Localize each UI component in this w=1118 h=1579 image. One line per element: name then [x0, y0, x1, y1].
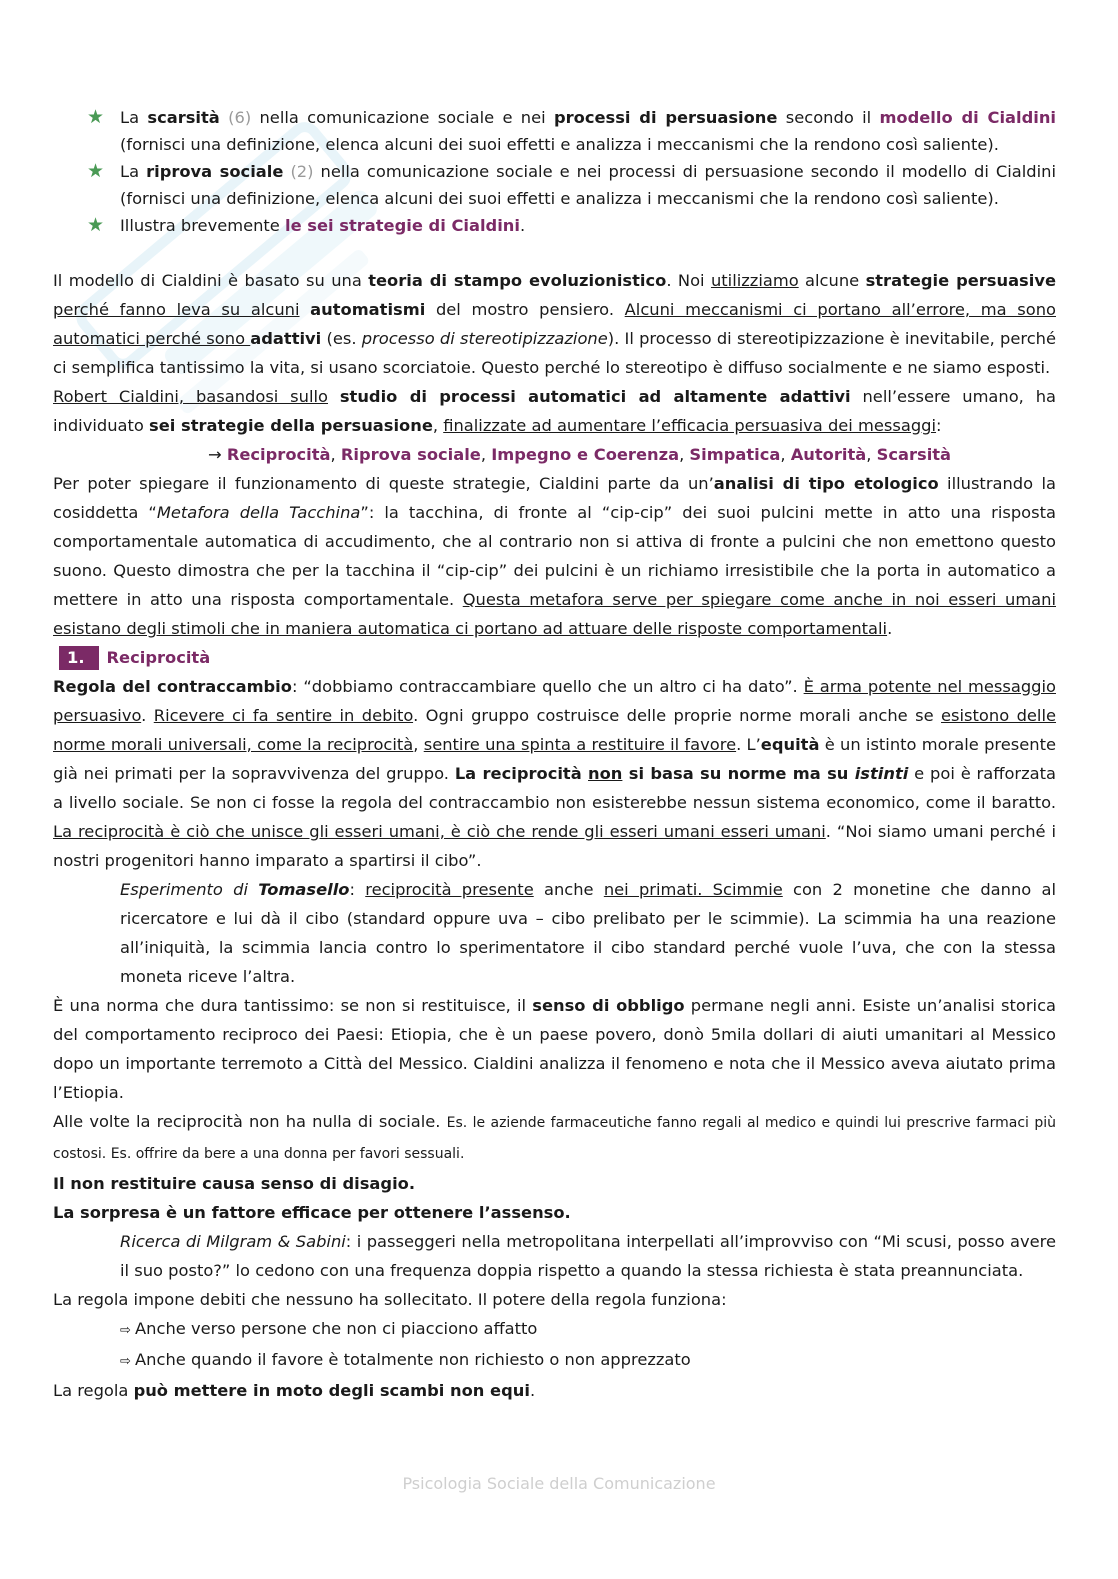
volte-paragraph: [53, 1107, 1056, 1169]
arrow-list-item: [53, 1345, 1056, 1376]
text-run: .: [529, 1381, 536, 1400]
text-run: È arma potente nel messaggio persuasivo: [53, 677, 1056, 725]
text-run: Reciprocità: [226, 445, 331, 464]
text-run: scarsità: [147, 108, 220, 127]
norma-paragraph: [53, 991, 1056, 1107]
text-run: Robert Cialdini, basandosi sullo: [53, 387, 328, 406]
text-run: ). Il processo di stereotipizzazione è inevitabile, perché ci semplifica tantissimo la vita, si usano scorciatoie. Questo perché lo stereotipo è diffuso socialmente e ne siamo esposti.: [53, 329, 1056, 377]
hollow-arrow-icon: ⇨: [120, 1354, 136, 1369]
text-run: nella comunicazione sociale e nei processi di persuasione secondo il modello di Cialdini (fornisci una definizione, elenca alcuni dei suoi effetti e analizza i meccanismi che la rendono così saliente).: [120, 162, 1056, 208]
text-run: può mettere in moto degli scambi non equi: [133, 1381, 530, 1400]
text-run: (2): [290, 162, 314, 181]
text-run: permane negli anni. Esiste un’analisi storica del comportamento reciproco dei Paesi: Etiopia, che è un paese povero, donò 5mila dollari di aiuti umanitari al Messico dopo un importante terremoto a Città del Messico. Cialdini analizza il fenomeno e nota che il Messico aveva aiutato prima l’Etiopia.: [53, 996, 1056, 1102]
text-run: Illustra brevemente: [120, 216, 285, 235]
text-run: .: [887, 619, 893, 638]
text-run: equità: [760, 735, 820, 754]
text-run: Es. le aziende farmaceutiche fanno regali al medico e quindi lui prescrive farmaci più costosi. Es. offrire da bere a una donna per favori sessuali.: [53, 1115, 1056, 1162]
regola-impone-line: La regola impone debiti che nessuno ha sollecitato. Il potere della regola funziona:: [53, 1290, 727, 1309]
text-run: Simpatica: [689, 445, 781, 464]
regola-paragraph: [53, 672, 1056, 875]
text-run: utilizziamo: [710, 271, 799, 290]
text-run: ,: [432, 416, 444, 435]
text-run: studio di processi automatici ad altamente adattivi: [339, 387, 851, 406]
text-run: La regola: [53, 1381, 134, 1400]
text-run: ”: la tacchina, di fronte al “cip-cip” dei suoi pulcini mette in atto una risposta comportamentale automatica di accudimento, che al contrario non si attiva di fronte a pulcini che non emettono questo suono. Questo dimostra che per la tacchina il “cip-cip” dei pulcini è un richiamo irresistibile che la porta in automatico a mettere in atto una risposta comportamentale.: [53, 503, 1056, 609]
text-run: modello di Cialdini: [879, 108, 1056, 127]
text-run: Impegno e Coerenza: [491, 445, 680, 464]
text-run: finalizzate ad aumentare l’efficacia persuasiva dei messaggi: [443, 416, 937, 435]
arrow-item-text: Anche verso persone che non ci piacciono affatto: [135, 1319, 538, 1338]
text-run: processi di persuasione: [553, 108, 778, 127]
document-body: [53, 104, 1056, 1405]
text-run: →: [208, 445, 227, 464]
star-bullet-icon: ★: [87, 160, 105, 182]
text-run: La reciprocità è ciò che unisce gli esseri umani, è ciò che rende gli esseri umani esseri umani: [53, 822, 826, 841]
question-item: [53, 158, 1056, 212]
text-run: : “dobbiamo contraccambiare quello che un altro ci ha dato”.: [291, 677, 804, 696]
text-run: . Noi: [666, 271, 711, 290]
text-run: .: [519, 216, 526, 235]
metafora-paragraph: [53, 469, 1056, 643]
text-run: con 2 monetine che danno al ricercatore e lui dà il cibo (standard oppure uva – cibo prelibato per le scimmie). La scimmia ha una reazione all’iniquità, la scimmia lancia contro lo sperimentatore il cibo standard perché vuole l’uva, che con la stessa moneta riceve l’altra.: [120, 880, 1056, 986]
arrow-list-item: [53, 1314, 1056, 1345]
text-run: automatismi: [310, 300, 426, 319]
text-run: ,: [330, 445, 341, 464]
text-run: È una norma che dura tantissimo: se non si restituisce, il: [53, 996, 533, 1015]
text-run: [328, 387, 340, 406]
text-run: le sei strategie di Cialdini: [285, 216, 520, 235]
text-run: (fornisci una definizione, elenca alcuni dei suoi effetti e analizza i meccanismi che la rendono così saliente).: [120, 135, 999, 154]
text-run: è un istinto morale presente già nei primati per la sopravvivenza del gruppo.: [53, 735, 1056, 783]
text-run: Per poter spiegare il funzionamento di queste strategie, Cialdini parte da un’: [53, 474, 714, 493]
text-run: nella comunicazione sociale e nei: [251, 108, 554, 127]
page-footer: Psicologia Sociale della Comunicazione: [402, 1474, 716, 1493]
text-run: Autorità: [790, 445, 867, 464]
arrow-item-text: Anche quando il favore è totalmente non richiesto o non apprezzato: [135, 1350, 691, 1369]
text-run: Riprova sociale: [340, 445, 481, 464]
text-run: riprova sociale: [146, 162, 284, 181]
text-run: Il modello di Cialdini è basato su una: [53, 271, 369, 290]
text-run: ,: [679, 445, 690, 464]
hollow-arrow-icon: ⇨: [120, 1323, 136, 1338]
text-run: (es.: [321, 329, 362, 348]
text-run: :: [936, 416, 942, 435]
text-run: La: [120, 162, 147, 181]
text-run: alcune: [798, 271, 866, 290]
tomasello-paragraph: [53, 875, 1056, 991]
last-paragraph: [53, 1376, 1056, 1405]
text-run: teoria di stampo evoluzionistico: [368, 271, 667, 290]
text-run: . L’: [736, 735, 761, 754]
text-run: Tomasello: [258, 880, 350, 899]
sorpresa-line: La sorpresa è un fattore efficace per ottenere l’assenso.: [53, 1203, 571, 1222]
star-bullet-icon: ★: [87, 214, 105, 236]
question-list: [53, 104, 1056, 239]
text-run: analisi di tipo etologico: [713, 474, 939, 493]
text-run: nei primati. Scimmie: [603, 880, 783, 899]
text-run: secondo il: [777, 108, 880, 127]
text-run: si basa su norme ma su: [622, 764, 855, 783]
text-run: (6): [228, 108, 252, 127]
text-run: . Ogni gruppo costruisce delle proprie norme morali anche se: [413, 706, 942, 725]
text-run: processo di stereotipizzazione: [361, 329, 608, 348]
text-run: [300, 300, 311, 319]
text-run: Ricerca di Milgram & Sabini: [120, 1232, 346, 1251]
text-run: Questa metafora serve per spiegare come anche in noi esseri umani esistano degli stimoli che in maniera automatica ci portano ad attuare delle risposte comportamentali: [53, 590, 1056, 638]
text-run: senso di obbligo: [532, 996, 685, 1015]
text-run: reciprocità presente: [365, 880, 534, 899]
text-run: nell’essere umano, ha individuato: [53, 387, 1057, 435]
text-run: [220, 108, 228, 127]
text-run: sentire una spinta a restituire il favore: [423, 735, 737, 754]
text-run: illustrando la cosiddetta “: [53, 474, 1056, 522]
text-run: ,: [480, 445, 492, 464]
text-run: non: [588, 764, 623, 783]
intro-paragraph: [53, 266, 1056, 382]
text-run: perché fanno leva su alcuni: [53, 300, 300, 319]
text-run: istinti: [854, 764, 909, 783]
question-item: [53, 212, 1056, 239]
text-run: :: [349, 880, 366, 899]
text-run: Alle volte la reciprocità non ha nulla di sociale.: [53, 1112, 447, 1131]
text-run: del mostro pensiero.: [425, 300, 625, 319]
milgram-paragraph: [53, 1227, 1056, 1285]
disagio-line: Il non restituire causa senso di disagio.: [53, 1174, 416, 1193]
arrow-list: [53, 1314, 1056, 1376]
text-run: : i passeggeri nella metropolitana interpellati all’improvviso con “Mi scusi, posso avere il suo posto?” lo cedono con una frequenza doppia rispetto a quando la stessa richiesta è stata preannunciata.: [120, 1232, 1056, 1280]
text-run: esistono delle norme morali universali, come la reciprocità: [53, 706, 1057, 754]
text-run: anche: [533, 880, 604, 899]
text-run: Esperimento di: [120, 880, 259, 899]
text-run: e poi è rafforzata a livello sociale. Se non ci fosse la regola del contraccambio non esisterebbe nessun sistema economico, come il baratto.: [53, 764, 1056, 812]
section-heading: [53, 643, 1056, 672]
text-run: Metafora della Tacchina: [156, 503, 361, 522]
section-title: Reciprocità: [106, 648, 211, 667]
text-run: ,: [413, 735, 424, 754]
text-run: strategie persuasive: [865, 271, 1056, 290]
text-run: adattivi: [250, 329, 322, 348]
text-run: ,: [866, 445, 877, 464]
text-run: La: [120, 108, 148, 127]
text-run: Scarsità: [876, 445, 952, 464]
text-run: sei strategie della persuasione: [149, 416, 433, 435]
text-run: . “Noi siamo umani perché i nostri progenitori hanno imparato a spartirsi il cibo”.: [53, 822, 1056, 870]
text-run: La reciprocità: [454, 764, 589, 783]
text-run: Ricevere ci fa sentire in debito: [153, 706, 414, 725]
text-run: Regola del contraccambio: [53, 677, 292, 696]
cialdini-paragraph: [53, 382, 1056, 440]
question-item: [53, 104, 1056, 158]
text-run: Alcuni meccanismi ci portano all’errore, ma sono automatici perché sono: [53, 300, 1056, 348]
section-number: 1.: [59, 646, 99, 670]
text-run: ,: [780, 445, 791, 464]
star-bullet-icon: ★: [87, 106, 105, 128]
text-run: .: [141, 706, 154, 725]
strategies-list: [53, 440, 1056, 469]
